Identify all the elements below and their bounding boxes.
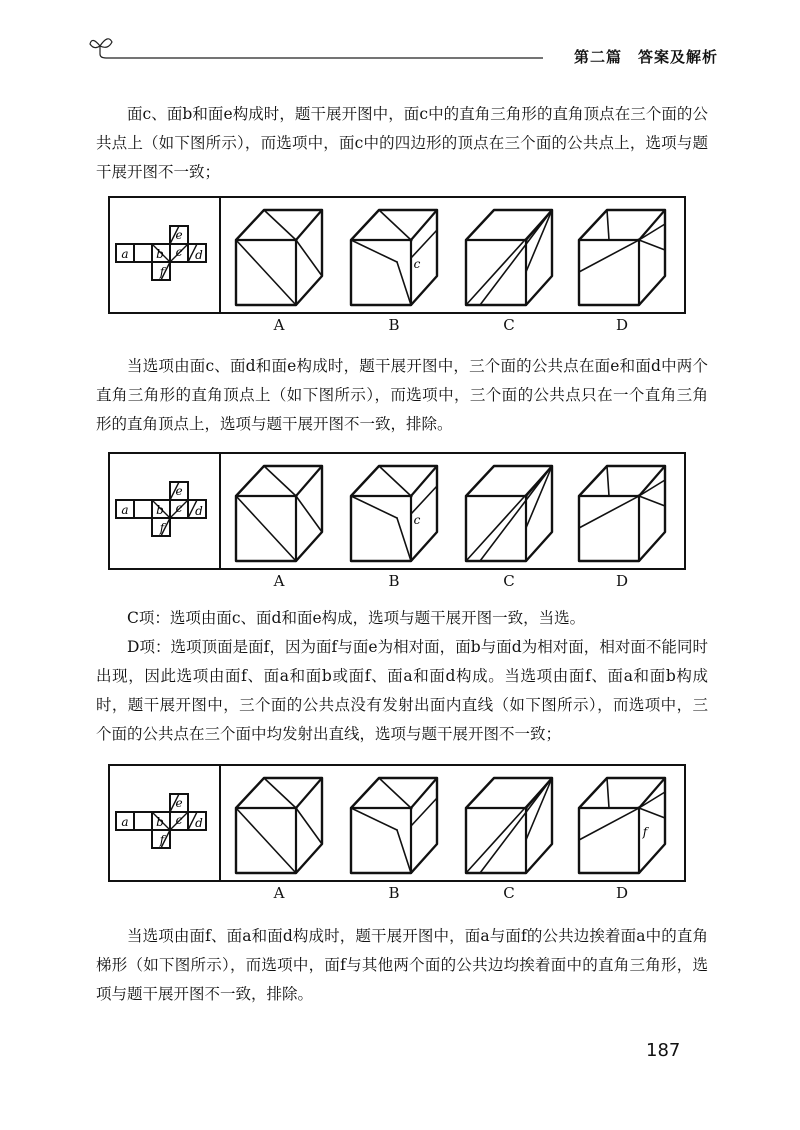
option-label-d: D [615,884,629,902]
net-label-e: e [175,228,183,242]
face-line [296,496,322,532]
net-label-d: d [195,248,203,262]
option-label-d: D [615,316,629,334]
option-labels [108,314,686,334]
cube-option [351,210,437,305]
net-label-a: a [121,815,129,829]
option-label-a: A [273,316,285,334]
shared-vertex-dot [524,494,527,497]
cube-face-label: c [413,513,421,527]
option-labels [108,570,686,590]
net-label-b: b [156,247,164,261]
face-line [351,496,397,518]
shared-vertex-dot [637,494,640,497]
paragraph-3: C项：选项由面c、面d和面e构成，选项与题干展开图一致，当选。 [127,609,586,627]
net-label-c: c [175,813,183,827]
edge-line [639,778,665,808]
shared-vertex-dot [294,806,297,809]
edge-line [639,210,665,240]
edge-line [296,210,322,240]
face-line [526,466,552,528]
face-line [236,496,296,561]
shared-vertex-dot [294,238,297,241]
face-line [236,240,296,305]
net-label-e: e [175,796,183,810]
figure-2-graphic [108,452,686,570]
option-label-b: B [388,884,400,902]
net-label-c: c [175,245,183,259]
cube-net [116,226,206,280]
face-line [480,778,552,873]
option-label-c: C [503,572,515,590]
edge-line [296,466,322,496]
edge-line [411,210,437,240]
net-label-b: b [156,815,164,829]
face-line [379,778,411,808]
option-labels [108,882,686,902]
paragraph-1: 面c、面b和面e构成时，题干展开图中，面c中的直角三角形的直角顶点在三个面的公共点上（如下图所示），而选项中，面c中的四边形的顶点在三个面的公共点上，选项与题干展开图不一致； [96,105,708,181]
face-line [639,808,665,818]
shared-vertex-dot [409,238,412,241]
net-label-c: c [175,501,183,515]
option-label-c: C [503,884,515,902]
face-line [264,778,296,808]
net-label-d: d [195,504,203,518]
net-label-e: e [175,484,183,498]
shared-vertex-dot [409,806,412,809]
option-label-a: A [273,884,285,902]
cube-net [116,482,206,536]
face-line [351,808,397,830]
edge-line [639,466,665,496]
cube-option [466,466,552,561]
shared-vertex-dot [409,494,412,497]
face-line [397,518,411,561]
figure-1 [108,196,686,334]
edge-line [411,778,437,808]
shared-vertex-dot [294,494,297,497]
face-line [264,210,296,240]
face-line [607,778,609,808]
option-label-b: B [388,316,400,334]
face-line [480,210,552,305]
net-face-link [134,500,152,518]
face-line [639,496,665,506]
face-line [397,262,411,305]
cube-net [116,794,206,848]
face-line [296,808,322,844]
edge-line [296,778,322,808]
paragraph-5: 当选项由面f、面a和面d构成时，题干展开图中，面a与面f的公共边挨着面a中的直角梯形（如下图所示），而选项中，面f与其他两个面的公共边均挨着面中的直角三角形，选项与题干展开图不一致，排除。 [96,927,708,1003]
paragraph-4: D项：选项顶面是面f，因为面f与面e为相对面，面b与面d为相对面，相对面不能同时出现，因此选项由面f、面a和面b或面f、面a和面d构成。当选项由面f、面a和面b构成时，题干展开图中，三个面的公共点没有发射出面内直线（如下图所示），而选项中，三个面的公共点在三个面中均发射出直线，选项与题干展开图不一致； [96,638,708,743]
face-line [379,466,411,496]
face-line [397,830,411,873]
face-line [579,240,639,272]
net-label-d: d [195,816,203,830]
face-line [296,240,322,276]
face-line [379,210,411,240]
page-number: 187 [646,1040,681,1061]
net-label-f: f [159,833,165,847]
shared-vertex-dot [637,806,640,809]
shared-vertex-dot [524,238,527,241]
net-label-a: a [121,247,129,261]
face-line [607,466,609,496]
face-line [480,466,552,561]
face-line [526,778,552,840]
net-label-f: f [159,265,165,279]
net-label-b: b [156,503,164,517]
face-line [351,240,397,262]
cube-option [466,210,552,305]
face-line [236,808,296,873]
cube-option [579,466,665,561]
face-line [526,210,552,272]
shared-vertex-dot [637,238,640,241]
cube-option [236,210,322,305]
option-label-a: A [273,572,285,590]
cube-face-label: f [642,825,648,839]
cube-option [579,210,665,305]
header-title: 第二篇 答案及解析 [573,48,718,66]
face-line [264,466,296,496]
figure-2 [108,452,686,590]
net-face-link [134,244,152,262]
net-label-a: a [121,503,129,517]
figure-1-graphic [108,196,686,314]
cube-option [351,466,437,561]
cube-option [466,778,552,873]
face-line [579,496,639,528]
face-line [579,808,639,840]
shared-vertex-dot [524,806,527,809]
edge-line [411,466,437,496]
net-face-link [134,812,152,830]
face-line [607,210,609,240]
option-label-c: C [503,316,515,334]
page-header [88,32,718,72]
cube-option [579,778,665,873]
net-label-f: f [159,521,165,535]
cube-option [236,778,322,873]
figure-3 [108,764,686,902]
figure-3-graphic [108,764,686,882]
option-label-d: D [615,572,629,590]
option-label-b: B [388,572,400,590]
cube-option [351,778,437,873]
cube-option [236,466,322,561]
face-line [639,240,665,250]
paragraph-2: 当选项由面c、面d和面e构成时，题干展开图中，三个面的公共点在面e和面d中两个直角三角形的直角顶点上（如下图所示），而选项中，三个面的公共点只在一个直角三角形的直角顶点上，选项与题干展开图不一致，排除。 [96,357,708,433]
cube-face-label: c [413,257,421,271]
